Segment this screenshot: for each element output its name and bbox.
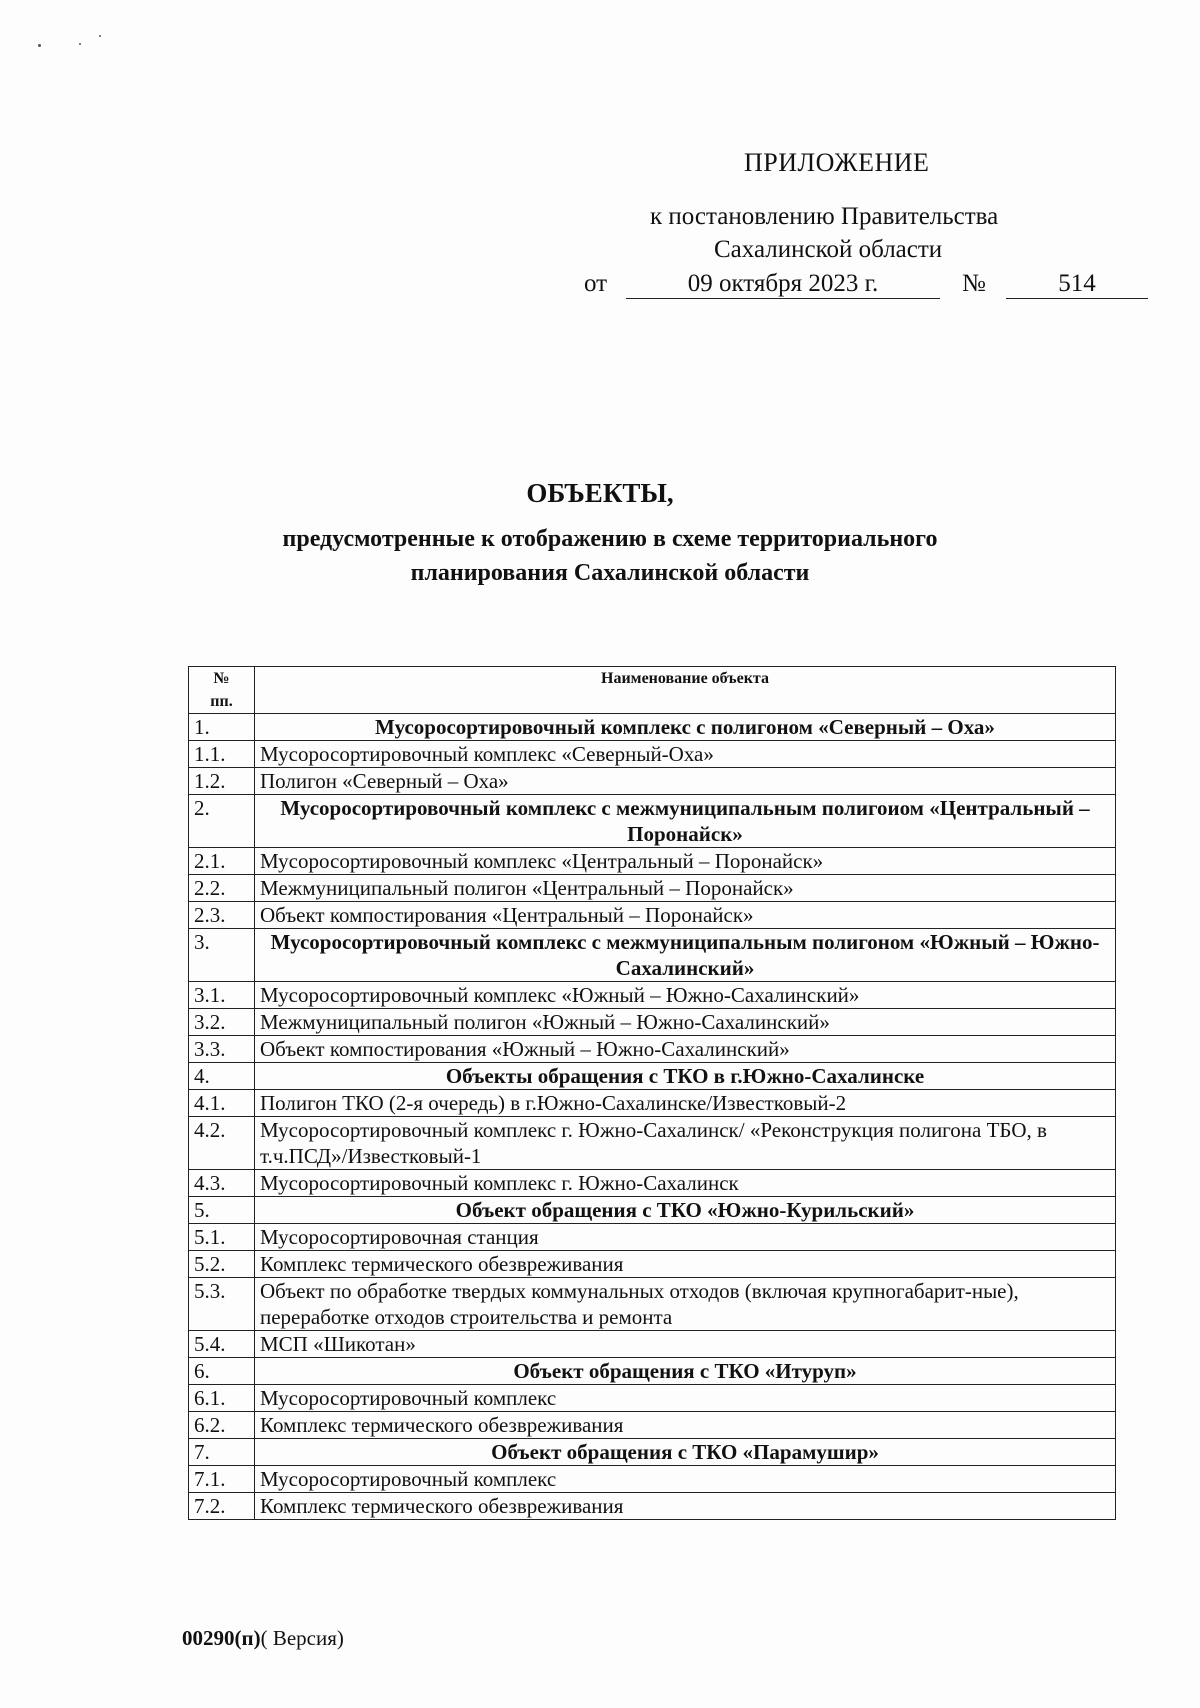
object-name: Комплекс термического обезвреживания: [255, 1412, 1116, 1439]
object-name: Полигон ТКО (2-я очередь) в г.Южно-Сахалинске/Известковый-2: [255, 1090, 1116, 1117]
row-number: 5.4.: [189, 1331, 255, 1358]
row-number: 6.1.: [189, 1385, 255, 1412]
table-row: [189, 1170, 1116, 1197]
table-row: [189, 741, 1116, 768]
table-row: [189, 982, 1116, 1009]
table-row: [189, 1251, 1116, 1278]
object-name: Межмуниципальный полигон «Центральный – Поронайск»: [255, 875, 1116, 902]
table-row: [189, 768, 1116, 795]
table-row: [189, 1331, 1116, 1358]
scan-speck: [38, 44, 41, 47]
object-name: Мусоросортировочный комплекс с полигоном «Северный – Оха»: [255, 714, 1116, 741]
table-row: [189, 1117, 1116, 1170]
row-number: 1.: [189, 714, 255, 741]
scan-speck: [79, 43, 81, 45]
document-footer: [182, 1626, 344, 1651]
region-name: Сахалинской области: [714, 236, 943, 263]
row-number: 2.3.: [189, 902, 255, 929]
object-name: Мусоросортировочный комплекс с межмуниципальным полигоиом «Центральный – Поронайск»: [255, 795, 1116, 848]
row-number: 3.: [189, 929, 255, 982]
object-name: Межмуниципальный полигон «Южный – Южно-Сахалинский»: [255, 1009, 1116, 1036]
row-number: 1.1.: [189, 741, 255, 768]
table-row-group: [189, 1439, 1116, 1466]
number-label: №: [962, 270, 986, 297]
row-number: 4.2.: [189, 1117, 255, 1170]
table-row: [189, 1090, 1116, 1117]
table-row: [189, 1036, 1116, 1063]
resolution-reference: к постановлению Правительства: [650, 203, 999, 230]
table-row: [189, 1009, 1116, 1036]
object-name: Мусоросортировочный комплекс с межмуниципальным полигоном «Южный – Южно-Сахалинский»: [255, 929, 1116, 982]
table-row: [189, 1278, 1116, 1331]
row-number: 3.2.: [189, 1009, 255, 1036]
table-row: [189, 1412, 1116, 1439]
table-row: [189, 848, 1116, 875]
object-name: Объект обращения с ТКО «Итуруп»: [255, 1358, 1116, 1385]
row-number: 2.: [189, 795, 255, 848]
date-number-line: [584, 267, 1124, 301]
resolution-number: 514: [1006, 267, 1148, 299]
row-number: 3.3.: [189, 1036, 255, 1063]
object-name: Объект обращения с ТКО «Парамушир»: [255, 1439, 1116, 1466]
object-name: Мусоросортировочный комплекс: [255, 1466, 1116, 1493]
objects-table: [188, 666, 1116, 1520]
object-name: Объект компостирования «Южный – Южно-Сахалинский»: [255, 1036, 1116, 1063]
object-name: Комплекс термического обезвреживания: [255, 1493, 1116, 1520]
resolution-date: 09 октября 2023 г.: [626, 267, 940, 299]
object-name: Мусоросортировочный комплекс «Северный-Оха»: [255, 741, 1116, 768]
table-row-group: [189, 714, 1116, 741]
document-title: ОБЪЕКТЫ,: [526, 478, 674, 508]
table-body: [189, 714, 1116, 1520]
row-number: 6.: [189, 1358, 255, 1385]
row-number: 5.: [189, 1197, 255, 1224]
object-name: Объект обращения с ТКО «Южно-Курильский»: [255, 1197, 1116, 1224]
object-name: Комплекс термического обезвреживания: [255, 1251, 1116, 1278]
table-header-row: [189, 667, 1116, 714]
document-code: 00290(п): [182, 1626, 261, 1650]
table-row: [189, 1466, 1116, 1493]
row-number: 4.1.: [189, 1090, 255, 1117]
object-name: Объекты обращения с ТКО в г.Южно-Сахалинске: [255, 1063, 1116, 1090]
subtitle-line-1: предусмотренные к отображению в схеме территориального: [282, 526, 938, 552]
column-header-number-line-1: №: [213, 670, 230, 687]
object-name: Мусоросортировочный комплекс г. Южно-Сахалинск/ «Реконструкция полигона ТБО, в т.ч.ПСД»/Известковый-1: [255, 1117, 1116, 1170]
row-number: 1.2.: [189, 768, 255, 795]
column-header-number: [189, 667, 255, 714]
scan-speck: [99, 35, 101, 37]
table-row: [189, 875, 1116, 902]
document-version: ( Версия): [260, 1626, 344, 1650]
from-label: от: [584, 270, 608, 297]
object-name: Полигон «Северный – Оха»: [255, 768, 1116, 795]
column-header-name: Наименование объекта: [255, 667, 1116, 714]
row-number: 5.1.: [189, 1224, 255, 1251]
row-number: 4.3.: [189, 1170, 255, 1197]
row-number: 2.1.: [189, 848, 255, 875]
object-name: Мусоросортировочный комплекс «Южный – Южно-Сахалинский»: [255, 982, 1116, 1009]
row-number: 2.2.: [189, 875, 255, 902]
table-row-group: [189, 1197, 1116, 1224]
row-number: 5.2.: [189, 1251, 255, 1278]
object-name: Мусоросортировочный комплекс г. Южно-Сахалинск: [255, 1170, 1116, 1197]
row-number: 7.2.: [189, 1493, 255, 1520]
table-row: [189, 1224, 1116, 1251]
row-number: 7.: [189, 1439, 255, 1466]
row-number: 5.3.: [189, 1278, 255, 1331]
row-number: 7.1.: [189, 1466, 255, 1493]
table-row: [189, 1493, 1116, 1520]
object-name: Мусоросортировочный комплекс: [255, 1385, 1116, 1412]
table-row: [189, 1385, 1116, 1412]
row-number: 3.1.: [189, 982, 255, 1009]
column-header-number-line-2: пп.: [210, 693, 233, 710]
object-name: Мусоросортировочный комплекс «Центральный – Поронайск»: [255, 848, 1116, 875]
object-name: Объект по обработке твердых коммунальных отходов (включая крупногабарит-ные), переработке отходов строительства и ремонта: [255, 1278, 1116, 1331]
row-number: 4.: [189, 1063, 255, 1090]
subtitle-line-2: планирования Сахалинской области: [410, 560, 810, 586]
object-name: Мусоросортировочная станция: [255, 1224, 1116, 1251]
table-row: [189, 902, 1116, 929]
object-name: Объект компостирования «Центральный – Поронайск»: [255, 902, 1116, 929]
table-row-group: [189, 929, 1116, 982]
appendix-title: ПРИЛОЖЕНИЕ: [744, 148, 930, 177]
document-subtitle: [240, 522, 980, 590]
table-row-group: [189, 1063, 1116, 1090]
row-number: 6.2.: [189, 1412, 255, 1439]
table-row-group: [189, 795, 1116, 848]
table-row-group: [189, 1358, 1116, 1385]
object-name: МСП «Шикотан»: [255, 1331, 1116, 1358]
